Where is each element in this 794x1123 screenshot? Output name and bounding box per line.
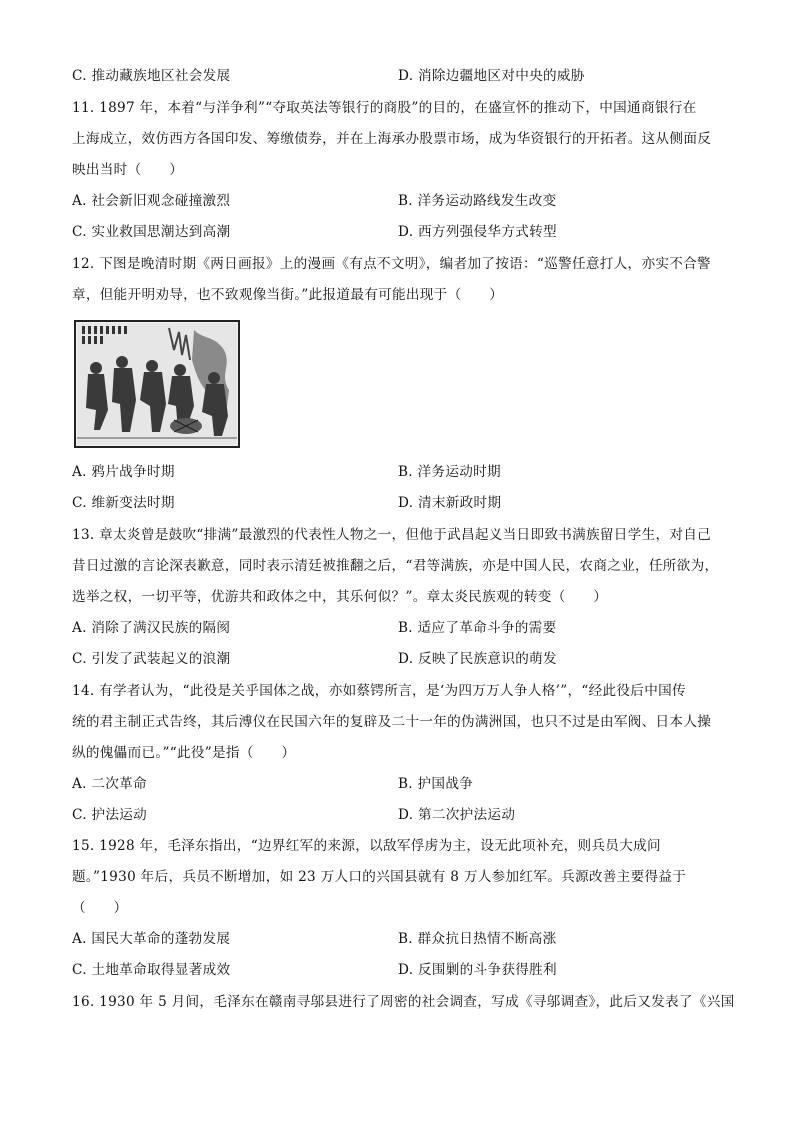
q13-option-c: C. 引发了武装起义的浪潮 (72, 651, 231, 667)
q15-option-c: C. 土地革命取得显著成效 (72, 962, 231, 978)
q12-stem-line-2: 章，但能开明劝导，也不致观像当街。”此报道最有可能出现于（ ） (72, 287, 504, 303)
q16-stem-line-1: 16. 1930 年 5 月间，毛泽东在赣南寻邬县进行了周密的社会调查，写成《寻邬调查》，此后又发表了《兴国 (72, 994, 735, 1010)
q15-option-b: B. 群众抗日热情不断高涨 (398, 931, 557, 947)
q12-option-c: C. 维新变法时期 (72, 495, 175, 511)
q11-stem-line-3: 映出当时（ ） (72, 162, 184, 178)
q12-stem-line-1: 12. 下图是晚清时期《两日画报》上的漫画《有点不文明》，编者加了按语：“巡警任意打人，亦实不合警 (72, 256, 711, 272)
q15-stem-line-3: （ ） (72, 900, 128, 916)
q11-stem-line-1: 11. 1897 年，本着“与洋争利”“夺取英法等银行的商股”的目的，在盛宣怀的推动下，中国通商银行在 (72, 100, 697, 116)
q13-option-a: A. 消除了满汉民族的隔阂 (72, 620, 231, 636)
q11-stem-line-2: 上海成立，效仿西方各国印发、筹缴债券，并在上海承办股票市场，成为华资银行的开拓者。这从侧面反 (72, 131, 712, 147)
q13-option-b: B. 适应了革命斗争的需要 (398, 620, 557, 636)
q12-option-d: D. 清末新政时期 (398, 495, 502, 511)
q11-option-c: C. 实业救国思潮达到高潮 (72, 224, 231, 240)
q15-stem-line-1: 15. 1928 年，毛泽东指出，“边界红军的来源，以敌军俘虏为主，设无此项补充，则兵员大成问 (72, 838, 661, 854)
q13-option-d: D. 反映了民族意识的萌发 (398, 651, 557, 667)
q13-stem-line-3: 选举之权，一切平等，优游共和政体之中，其乐何似？”。章太炎民族观的转变（ ） (72, 589, 608, 605)
q11-option-d: D. 西方列强侵华方式转型 (398, 224, 557, 240)
cartoon-image (74, 320, 240, 448)
q13-stem-line-2: 昔日过激的言论深表歉意，同时表示清廷被推翻之后，“君等满族，亦是中国人民，农商之业，任所欲为， (72, 558, 719, 574)
q13-stem-line-1: 13. 章太炎曾是鼓吹“排满”最激烈的代表性人物之一，但他于武昌起义当日即致书满族留日学生，对自己 (72, 527, 712, 543)
q14-stem-line-2: 统的君主制正式告终，其后溥仪在民国六年的复辟及二十一年的伪满洲国，也只不过是由军阀、日本人操 (72, 714, 712, 730)
q15-stem-line-2: 题。”1930 年后，兵员不断增加，如 23 万人口的兴国县就有 8 万人参加红军。兵源改善主要得益于 (72, 869, 687, 885)
q10-option-d: D. 消除边疆地区对中央的威胁 (398, 68, 585, 84)
q11-option-a: A. 社会新旧观念碰撞激烈 (72, 193, 231, 209)
q12-option-b: B. 洋务运动时期 (398, 464, 501, 480)
q11-option-b: B. 洋务运动路线发生改变 (398, 193, 557, 209)
q14-option-b: B. 护国战争 (398, 776, 474, 792)
q12-option-a: A. 鸦片战争时期 (72, 464, 175, 480)
q10-option-c: C. 推动藏族地区社会发展 (72, 68, 231, 84)
q14-option-a: A. 二次革命 (72, 776, 147, 792)
q14-stem-line-3: 纵的傀儡而已。”“此役”是指（ ） (72, 745, 296, 761)
q15-option-a: A. 国民大革命的蓬勃发展 (72, 931, 231, 947)
q14-option-c: C. 护法运动 (72, 807, 148, 823)
q14-stem-line-1: 14. 有学者认为，“此役是关乎国体之战，亦如蔡锷所言，是‘为四万万人争人格’”，“经此役后中国传 (72, 683, 686, 699)
q15-option-d: D. 反围剿的斗争获得胜利 (398, 962, 557, 978)
q14-option-d: D. 第二次护法运动 (398, 807, 516, 823)
